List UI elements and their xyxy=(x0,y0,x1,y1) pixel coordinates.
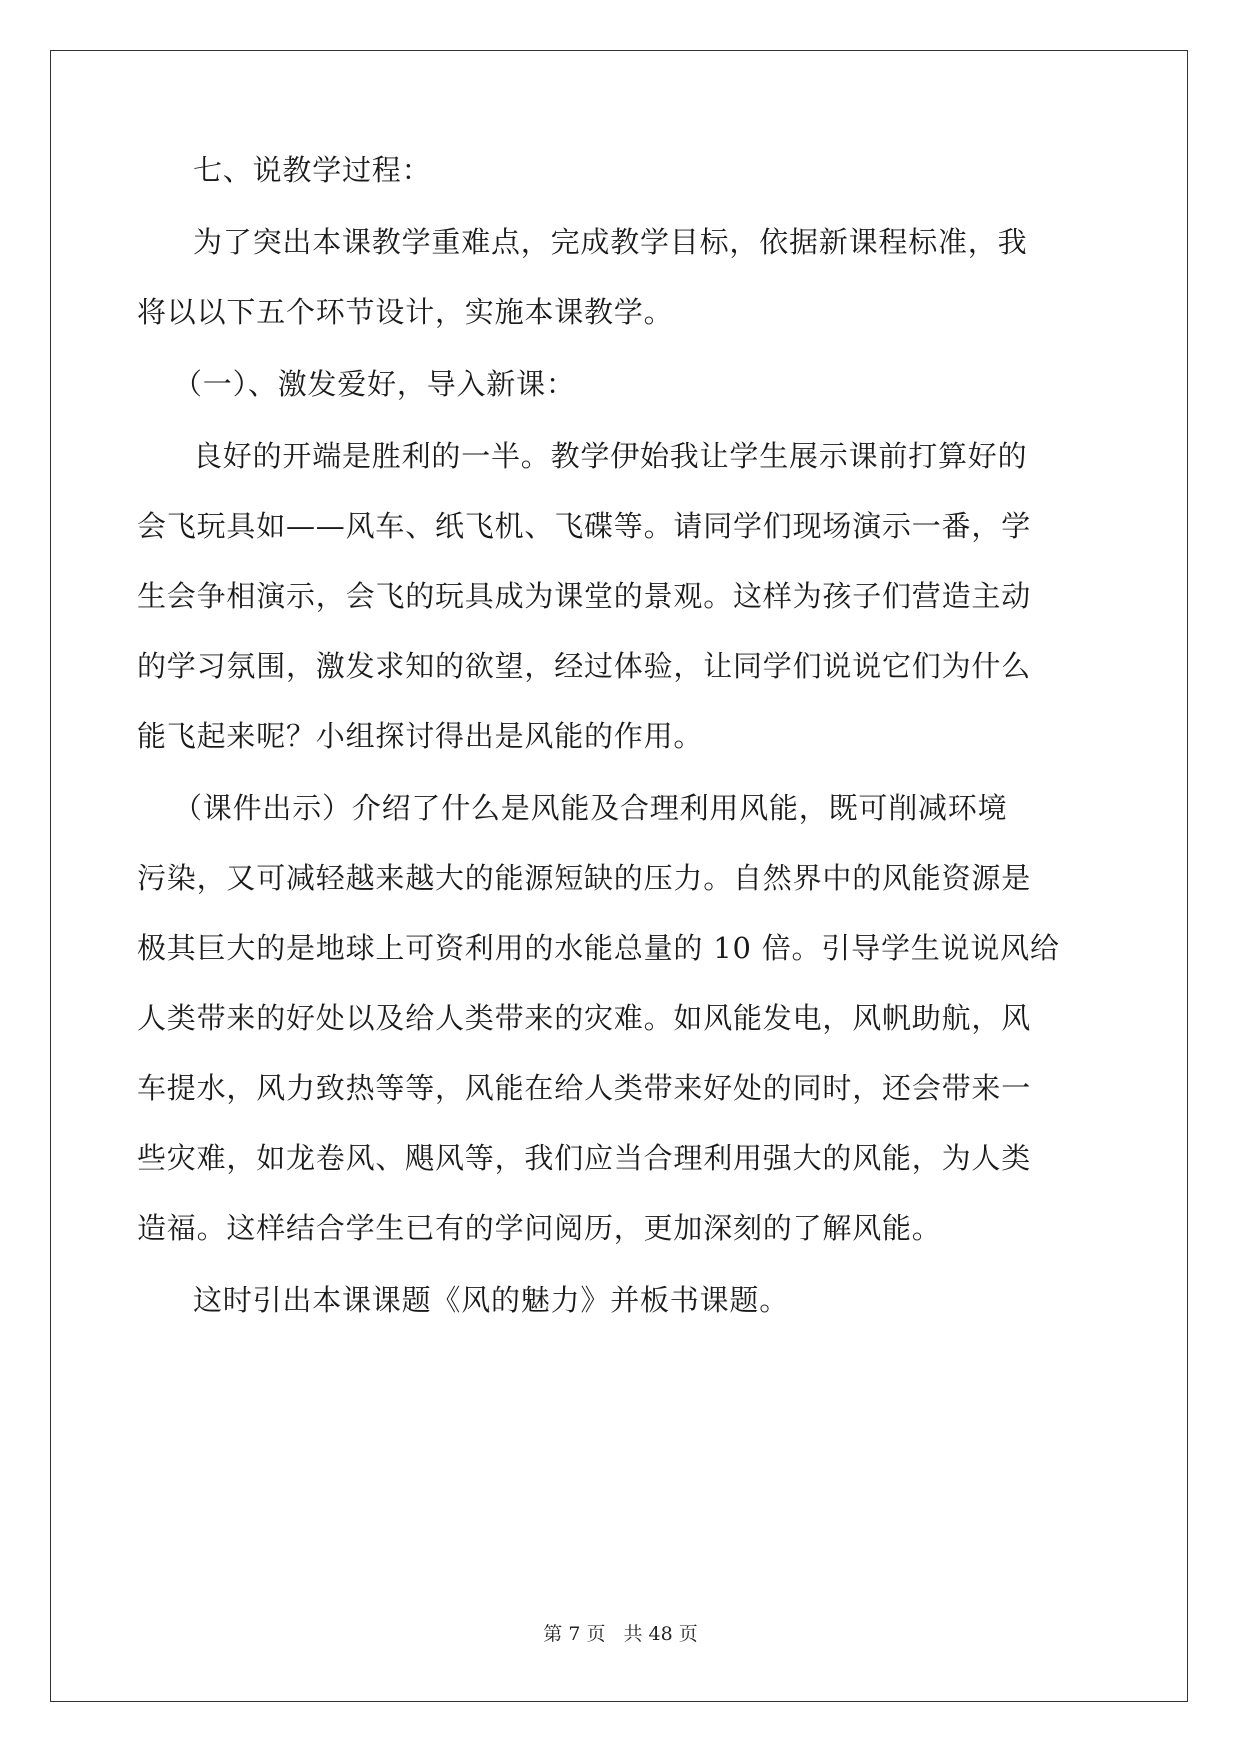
paragraph-line: 这时引出本课课题《风的魅力》并板书课题。 xyxy=(193,1283,790,1317)
paragraph-line: 能飞起来呢？小组探讨得出是风能的作用。 xyxy=(137,719,704,753)
paragraph-line: 会飞玩具如——风车、纸飞机、飞碟等。请同学们现场演示一番，学 xyxy=(137,509,1032,543)
page-total: 共 48 页 xyxy=(623,1623,698,1645)
page-footer xyxy=(0,1622,1241,1646)
paragraph-line: 良好的开端是胜利的一半。教学伊始我让学生展示课前打算好的 xyxy=(193,439,1028,473)
paragraph-line: （课件出示）介绍了什么是风能及合理利用风能，既可削减环境 xyxy=(173,791,1008,825)
paragraph-line: 人类带来的好处以及给人类带来的灾难。如风能发电，风帆助航，风 xyxy=(137,1001,1032,1035)
paragraph-line: 极其巨大的是地球上可资利用的水能总量的 10 倍。引导学生说说风给 xyxy=(137,931,1060,965)
subsection-heading-intro: （一）、激发爱好，导入新课： xyxy=(173,367,576,401)
paragraph-line: 车提水，风力致热等等，风能在给人类带来好处的同时，还会带来一 xyxy=(137,1071,1032,1105)
paragraph-line: 的学习氛围，激发求知的欲望，经过体验，让同学们说说它们为什么 xyxy=(137,649,1032,683)
paragraph-line: 些灾难，如龙卷风、飓风等，我们应当合理利用强大的风能，为人类 xyxy=(137,1141,1032,1175)
section-heading-teaching-process: 七、说教学过程： xyxy=(193,153,432,187)
paragraph-line: 生会争相演示，会飞的玩具成为课堂的景观。这样为孩子们营造主动 xyxy=(137,579,1032,613)
paragraph-line: 为了突出本课教学重难点，完成教学目标，依据新课程标准，我 xyxy=(193,225,1028,259)
paragraph-line: 造福。这样结合学生已有的学问阅历，更加深刻的了解风能。 xyxy=(137,1211,942,1245)
paragraph-line: 将以以下五个环节设计，实施本课教学。 xyxy=(137,295,674,329)
page-number: 第 7 页 xyxy=(543,1623,606,1645)
paragraph-line: 污染，又可减轻越来越大的能源短缺的压力。自然界中的风能资源是 xyxy=(137,861,1032,895)
